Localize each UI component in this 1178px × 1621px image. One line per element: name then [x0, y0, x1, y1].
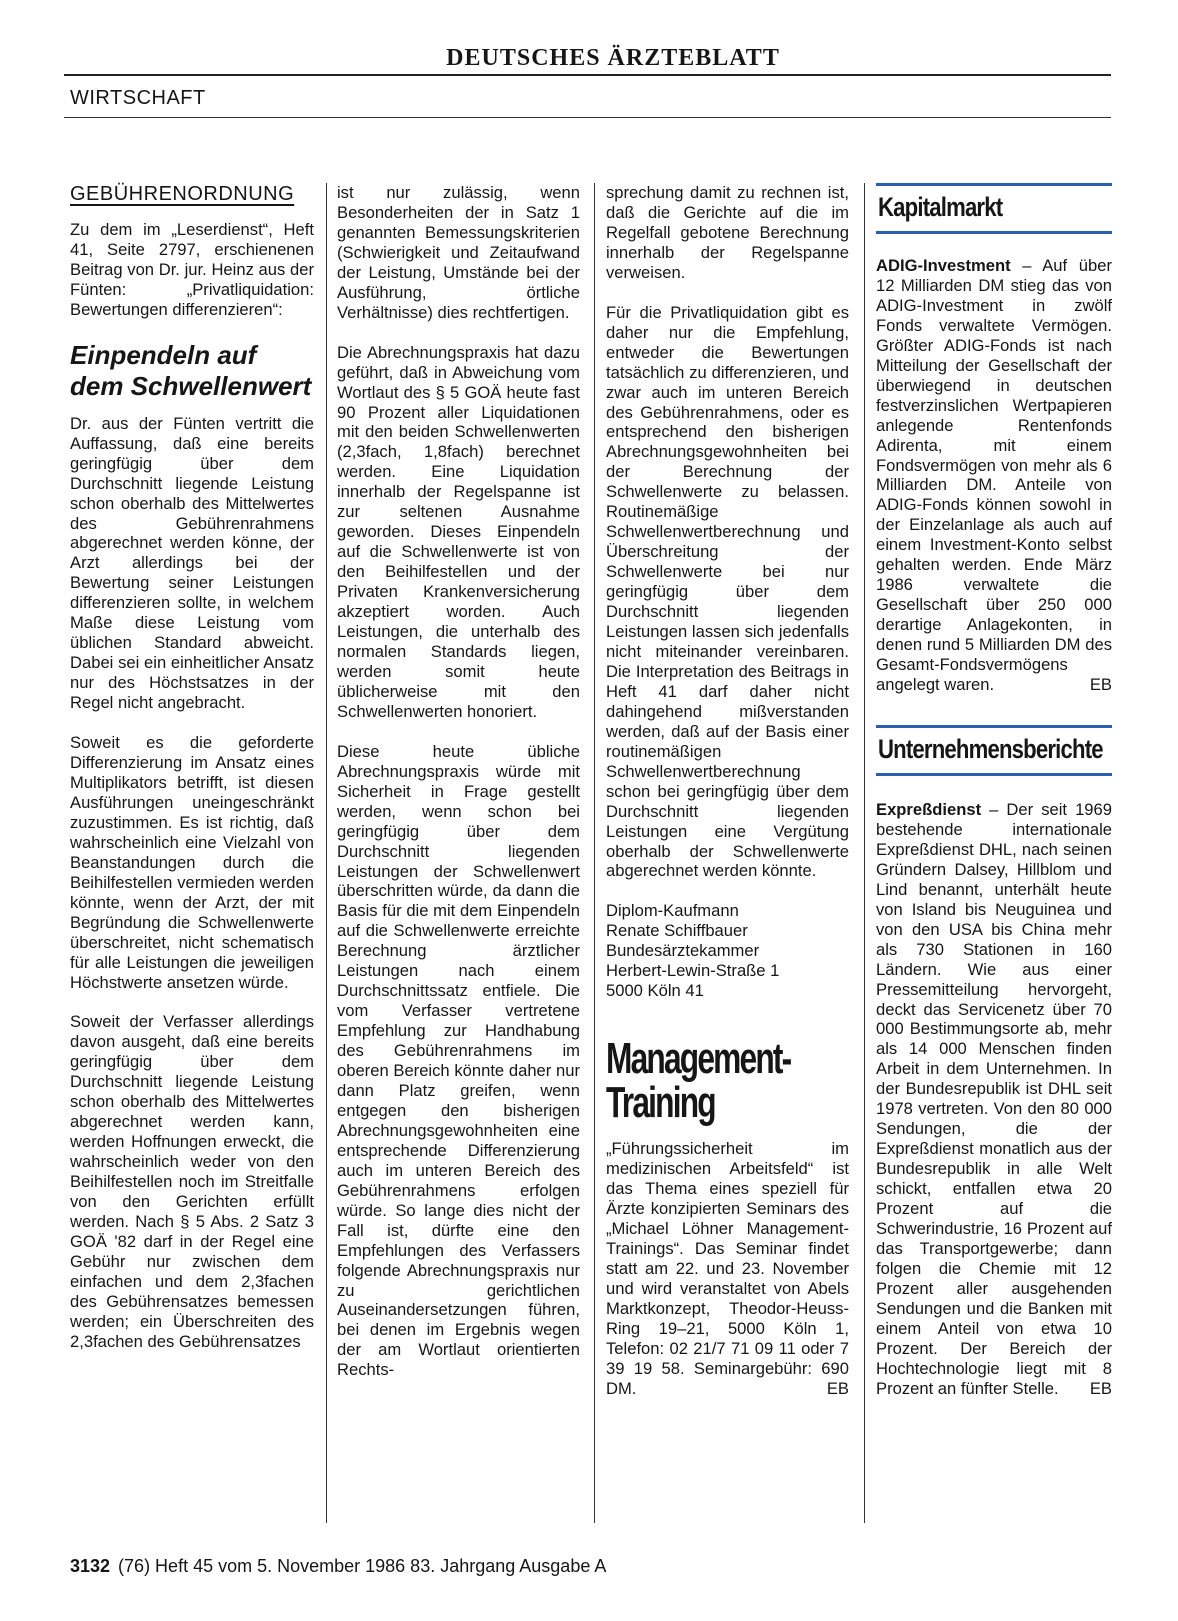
column-divider: [326, 183, 327, 1523]
management-headline-line2: Training: [606, 1078, 715, 1128]
article-column-2: [337, 183, 580, 1400]
author-line: Herbert-Lewin-Straße 1: [606, 961, 780, 981]
paragraph: Soweit es die geforderte Differenzierung im Ansatz eines Multiplikators betrifft, ist diesen Ausführungen uneingeschränkt zuzustimmen. Es ist richtig, daß wahrscheinlich eine Vielzahl von Beanstandungen durch die Beihilfestellen vermieden werden könnte, wenn der Arzt, der mit Begründung die Schwellenwerte überschreitet, nicht schematisch für alle Leistungen die jeweiligen Höchstwerte ansetzen würde.: [70, 733, 314, 992]
masthead: DEUTSCHES ÄRZTEBLATT: [446, 45, 780, 71]
article-column-1: [70, 183, 314, 1372]
unternehmensberichte-text: [876, 800, 1112, 1399]
column-divider: [864, 183, 865, 1523]
unternehmensberichte-title: Unternehmensberichte: [878, 733, 1103, 764]
section-rule: [64, 117, 1111, 118]
kapitalmarkt-lead: ADIG-Investment: [876, 256, 1011, 275]
author-line: Diplom-Kaufmann: [606, 901, 739, 921]
unternehmensberichte-body: – Der seit 1969 bestehende internationale Expreßdienst DHL, nach seinen Gründern Dalsey, Hillblom und Lind benannt, unterhält heute von Island bis Neuguinea und von den USA bis China mehr als 730 Stationen in 160 Ländern. Wie aus einer Pressemitteilung hervorgeht, deckt das Servicenetz über 70 000 Bestimmungsorte ab, mehr als 14 000 Menschen finden Arbeit in dem Unternehmen. In der Bundesrepublik ist DHL seit 1978 vertreten. Von den 80 000 Sendungen, die der Expreßdienst monatlich aus der Bundesrepublik in alle Welt schickt, entfallen etwa 20 Prozent auf die Schwerindustrie, 16 Prozent auf das Transportgewerbe; dann folgen die Chemie mit 12 Prozent aller ausgehenden Sendungen und die Banken mit einem Anteil von etwa 10 Prozent. Der Bereich der Hochtechnologie liegt mit 8 Prozent an fünfter Stelle.: [876, 799, 1112, 1398]
signature: EB: [826, 1378, 849, 1398]
paragraph: Dr. aus der Fünten vertritt die Auffassung, daß eine bereits geringfügig über dem Durchschnitt liegende Leistung schon oberhalb des Mittelwertes des Gebührenrahmens abgerechnet werden könne, der Arzt allerdings bei der Bewertung seiner Leistungen differenzieren sollte, in welchem Maße diese Leistung vom üblichen Standard abweicht. Dabei sei ein einheitlicher Ansatz nur des Höchstsatzes in der Regel nicht angebracht.: [70, 413, 314, 713]
author-line: Renate Schiffbauer: [606, 921, 748, 941]
issue-info: (76) Heft 45 vom 5. November 1986 83. Jahrgang Ausgabe A: [118, 1556, 607, 1576]
page-footer: [70, 1556, 606, 1577]
unternehmensberichte-lead: Expreßdienst: [876, 799, 982, 819]
paragraph: Für die Privatliquidation gibt es daher nur die Empfehlung, entweder die Bewertungen tatsächlich zu differenzieren, und zwar auch im unteren Bereich des Gebührenrahmens, oder es entsprechend den bisherigen Abrechnungsgewohnheiten bei der Berechnung der Schwellenwerte zu belassen. Routinemäßige Schwellenwertberechnung und Überschreitung der Schwellenwerte bei nur geringfügig über dem Durchschnitt liegenden Leistungen lassen sich jedenfalls nicht miteinander vereinbaren. Die Interpretation des Beitrags in Heft 41 darf daher nicht dahingehend mißverstanden werden, daß auf der Basis einer routinemäßigen Schwellenwertberechnung schon bei geringfügig über dem Durchschnitt liegenden Leistungen eine Vergütung oberhalb der Schwellenwerte abgerechnet werden könnte.: [606, 302, 849, 881]
author-line: Bundesärztekammer: [606, 941, 760, 961]
kapitalmarkt-body: – Auf über 12 Milliarden DM stieg das von ADIG-Investment in zwölf Fonds verwaltete Vermögen. Größter ADIG-Fonds ist nach Mitteilung der Gesellschaft der überwiegend in deutschen festverzinslichen Wertpapieren anlegende Rentenfonds Adirenta, mit einem Fondsvermögen von mehr als 6 Milliarden DM. Anteile von ADIG-Fonds können sowohl in der Einzelanlage als auch auf einem Investment-Konto selbst gehalten werden. Ende März 1986 verwaltete die Gesellschaft über 250 000 derartige Anlagekonten, in denen rund 5 Milliarden DM des Gesamt-Fondsvermögens angelegt waren.: [876, 256, 1112, 695]
article-column-3: [606, 183, 849, 1419]
news-column: [876, 183, 1112, 1419]
unternehmensberichte-header: [876, 725, 1112, 776]
paragraph: Die Abrechnungspraxis hat dazu geführt, daß in Abweichung vom Wortlaut des § 5 GOÄ heute fast 90 Prozent aller Liquidationen mit den beiden Schwellenwerten (2,3fach, 1,8fach) berechnet werden. Eine Liquidation innerhalb der Regelspanne ist zur seltenen Ausnahme geworden. Dieses Einpendeln auf die Schwellenwerte ist von den Beihilfestellen und der Privaten Krankenversicherung akzeptiert worden. Auch Leistungen, die unterhalb des normalen Standards liegen, werden somit heute üblicherweise mit den Schwellenwerten honoriert.: [337, 342, 580, 721]
article-kicker: GEBÜHRENORDNUNG: [70, 183, 295, 205]
paragraph: Soweit der Verfasser allerdings davon ausgeht, daß eine bereits geringfügig über dem Durchschnitt liegende Leistung schon oberhalb des Mittelwertes abgerechnet werden kann, werden Hoffnungen erweckt, die wahrscheinlich weder von den Beihilfestellen noch im Streitfalle von den Gerichten erfüllt werden. Nach § 5 Abs. 2 Satz 3 GOÄ '82 darf in der Regel eine Gebühr nur zwischen dem einfachen und dem 2,3fachen des Gebührensatzes bemessen werden; ein Überschreiten des 2,3fachen des Gebührensatzes: [70, 1012, 314, 1351]
kapitalmarkt-header: [876, 183, 1112, 234]
author-address: [606, 901, 849, 1001]
article-headline: Einpendeln auf dem Schwellenwert: [70, 339, 312, 401]
page-number: 3132: [70, 1556, 111, 1576]
kapitalmarkt-text: [876, 256, 1112, 695]
paragraph: sprechung damit zu rechnen ist, daß die Gerichte auf die im Regelfall gebotene Berechnung innerhalb der Regelspanne verweisen.: [606, 183, 849, 282]
top-rule: [64, 74, 1111, 76]
signature: EB: [1089, 1378, 1112, 1398]
author-line: 5000 Köln 41: [606, 981, 704, 1001]
column-divider: [594, 183, 595, 1523]
kapitalmarkt-title: Kapitalmarkt: [878, 192, 1003, 222]
management-headline-line1: Management-: [606, 1034, 791, 1084]
management-headline: [606, 1034, 851, 1128]
signature: EB: [1089, 675, 1112, 695]
article-intro: Zu dem im „Leserdienst“, Heft 41, Seite 2797, erschienenen Beitrag von Dr. jur. Heinz aus der Fünten: „Privatliquidation: Bewertungen differenzieren“:: [70, 220, 314, 319]
management-body: „Führungssicherheit im medizinischen Arbeitsfeld“ ist das Thema eines speziell für Ärzte konzipierten Seminars des „Michael Löhner Management-Trainings“. Das Seminar findet statt am 22. und 23. November und wird veranstaltet von Abels Marktkonzept, Theodor-Heuss-Ring 19–21, 5000 Köln 1, Telefon: 02 21/7 71 09 11 oder 7 39 19 58. Seminargebühr: 690 DM.: [606, 1139, 849, 1398]
paragraph: ist nur zulässig, wenn Besonderheiten der in Satz 1 genannten Bemessungskriterien (Schwierigkeit und Zeitaufwand der Leistung, Umstände bei der Ausführung, örtliche Verhältnisse) dies rechtfertigen.: [337, 183, 580, 322]
paragraph: Diese heute übliche Abrechnungspraxis würde mit Sicherheit in Frage gestellt werden, wenn schon bei geringfügig über dem Durchschnitt liegenden Leistungen der Schwellenwert überschritten würde, da dann die Basis für die mit dem Einpendeln auf die Schwellenwerte erreichte Berechnung ärztlicher Leistungen nach einem Durchschnittssatz entfiele. Die vom Verfasser vertretene Empfehlung zur Handhabung des Gebührenrahmens im oberen Bereich könnte daher nur dann Platz greifen, wenn entgegen den bisherigen Abrechnungsgewohnheiten eine entsprechende Differenzierung auch im unteren Bereich des Gebührenrahmens erfolgen würde. So lange dies nicht der Fall ist, dürfte eine den Empfehlungen des Verfassers folgende Abrechnungspraxis nur zu gerichtlichen Auseinandersetzungen führen, bei denen im Ergebnis wegen der am Wortlaut orientierten Rechts-: [337, 741, 580, 1380]
section-label: WIRTSCHAFT: [70, 87, 206, 109]
management-text: [606, 1139, 849, 1398]
